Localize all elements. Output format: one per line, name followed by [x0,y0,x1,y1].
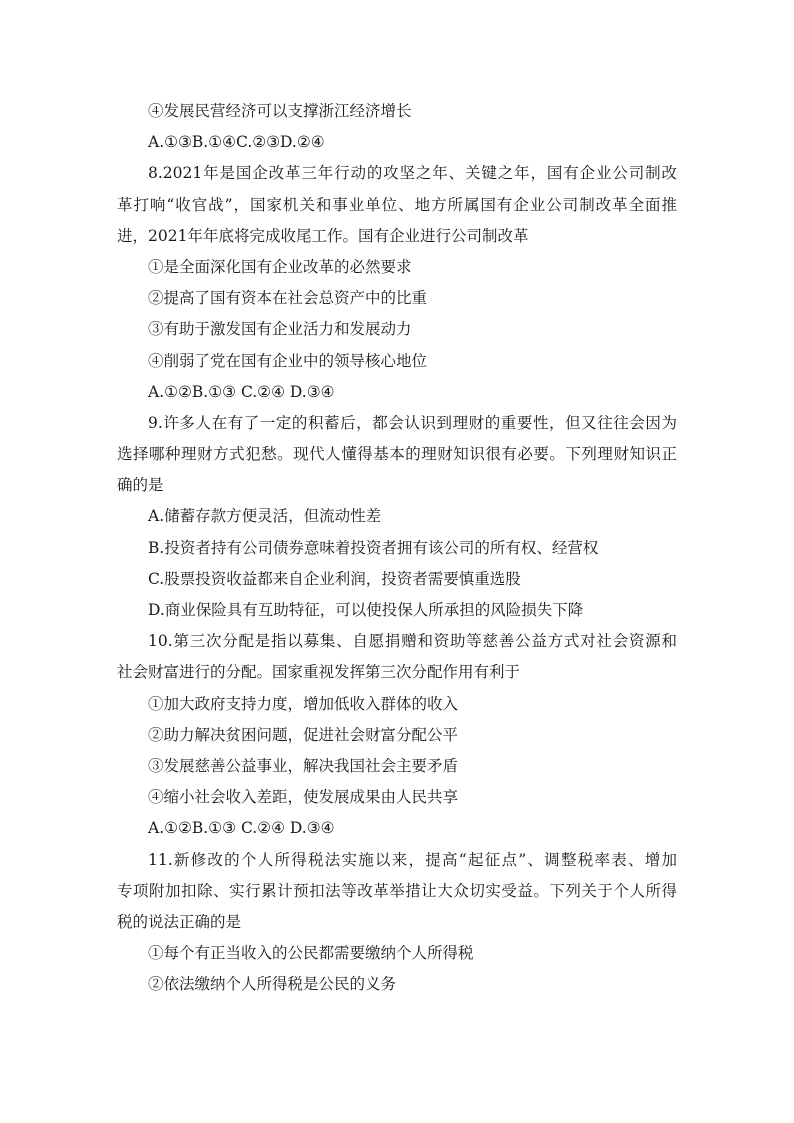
text-line: ③发展慈善公益事业，解决我国社会主要矛盾 [148,756,459,775]
text-line: 社会财富进行的分配。国家重视发挥第三次分配作用有利于 [117,663,521,682]
text-line: 9.许多人在有了一定的积蓄后，都会认识到理财的重要性，但又往往会因为 [148,413,677,432]
text-line: ④发展民营经济可以支撑浙江经济增长 [148,102,412,120]
text-line: 确的是 [117,476,164,495]
document-page [117,96,677,1000]
text-line: A.储蓄存款方便灵活，但流动性差 [148,507,382,526]
text-line: 选择哪种理财方式犯愁。现代人懂得基本的理财知识很有必要。下列理财知识正 [117,445,677,464]
text-line: A.①②B.①③ C.②④ D.③④ [148,819,335,838]
text-line: A.①③B.①④C.②③D.②④ [148,133,325,152]
text-line: ②依法缴纳个人所得税是公民的义务 [148,975,397,994]
text-line: ④削弱了党在国有企业中的领导核心地位 [148,351,428,370]
text-line: ①每个有正当收入的公民都需要缴纳个人所得税 [148,944,474,963]
text-line: D.商业保险具有互助特征，可以使投保人所承担的风险损失下降 [148,601,584,619]
text-line: 革打响“收官战”，国家机关和事业单位、地方所属国有企业公司制改革全面推 [117,195,677,214]
text-line: 10.第三次分配是指以募集、自愿捐赠和资助等慈善公益方式对社会资源和 [148,632,677,651]
text-line: ②助力解决贫困问题，促进社会财富分配公平 [148,725,459,744]
text-line: ④缩小社会收入差距，使发展成果由人民共享 [148,788,459,807]
text-line: B.投资者持有公司债券意味着投资者拥有该公司的所有权、经营权 [148,538,599,557]
text-line: 进，2021年年底将完成收尾工作。国有企业进行公司制改革 [117,226,529,245]
text-line: 11.新修改的个人所得税法实施以来，提高“起征点”、调整税率表、增加 [148,850,677,869]
text-line: A.①②B.①③ C.②④ D.③④ [148,382,335,401]
text-line: ③有助于激发国有企业活力和发展动力 [148,320,412,339]
text-line: ②提高了国有资本在社会总资产中的比重 [148,289,428,308]
text-line: 8.2021年是国企改革三年行动的攻坚之年、关键之年，国有企业公司制改 [148,164,677,183]
text-line: 专项附加扣除、实行累计预扣法等改革举措让大众切实受益。下列关于个人所得 [117,881,677,900]
text-line: ①是全面深化国有企业改革的必然要求 [148,257,412,276]
text-line: 税的说法正确的是 [117,912,242,931]
text-line: ①加大政府支持力度，增加低收入群体的收入 [148,694,459,713]
text-line: C.股票投资收益都来自企业利润，投资者需要慎重选股 [148,569,521,588]
